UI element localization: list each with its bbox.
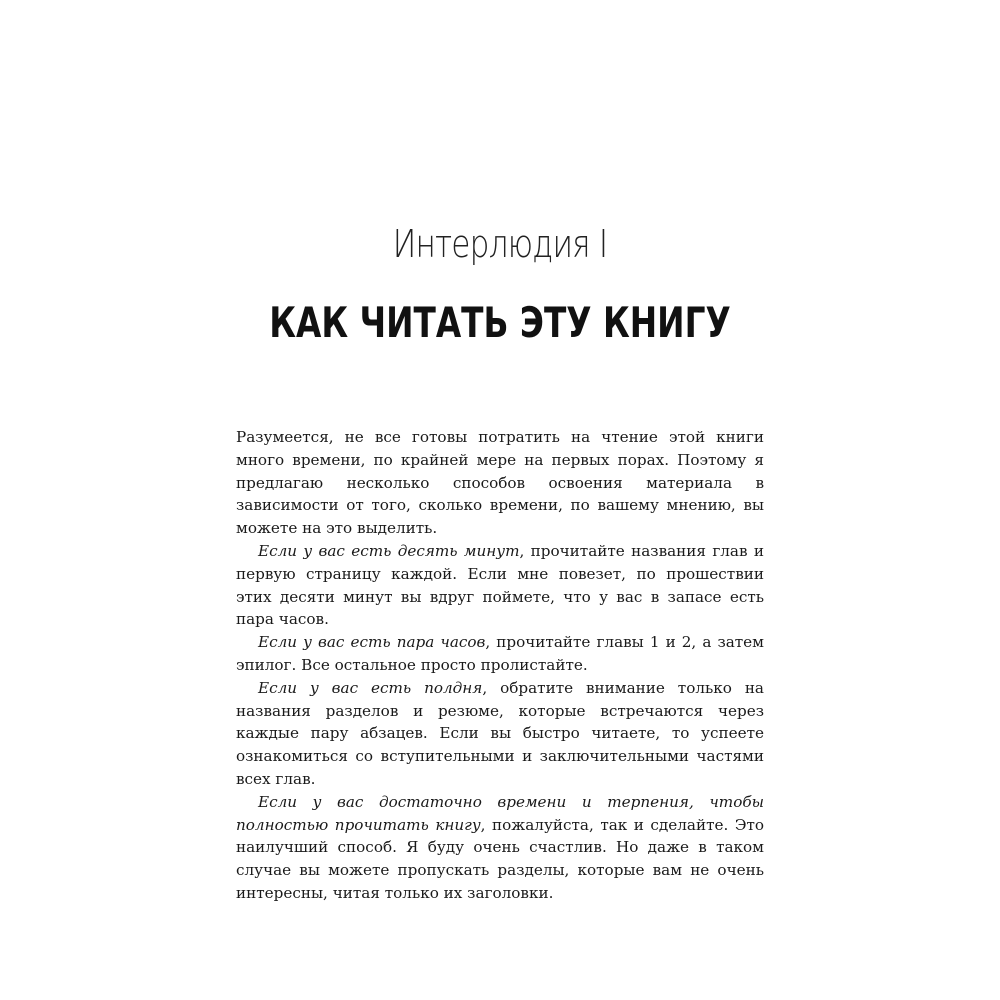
paragraph-text: , обратите внимание только на названия разделов и резюме, которые встречаются через каждые пару абзацев. Если вы быстро читаете, то успеете ознакомиться со вступительными и заключительными частями всех глав. <box>236 678 764 788</box>
interlude-heading: Интерлюдия I <box>392 222 608 266</box>
paragraph-italic: Если у вас есть полдня <box>258 678 483 697</box>
paragraph-italic: Если у вас есть десять минут <box>258 541 520 560</box>
paragraph-intro <box>236 426 764 540</box>
paragraph-italic: Если у вас есть пара часов <box>258 633 486 652</box>
chapter-title: КАК ЧИТАТЬ ЭТУ КНИГУ <box>269 298 731 347</box>
paragraph-text: Разумеется, не все готовы потратить на чтение этой книги много времени, по крайней мере на первых порах. Поэтому я предлагаю несколько способов освоения материала в зависимости от того, сколько времени, по вашему мнению, вы можете на это выделить. <box>236 428 764 538</box>
paragraph-italic: Если у вас достаточно времени и терпения, чтобы полностью прочитать книгу <box>236 792 764 834</box>
paragraph-half-day <box>236 677 764 791</box>
paragraph-text: , пожалуйста, так и сделайте. Это наилучший способ. Я буду очень счастлив. Но даже в таком случае вы можете пропускать разделы, которые вам не очень интересны, читая только их заголовки. <box>236 815 764 902</box>
paragraph-full-read <box>236 791 764 905</box>
paragraph-ten-minutes <box>236 540 764 631</box>
paragraph-two-hours <box>236 631 764 677</box>
body-text <box>236 426 764 905</box>
paragraph-text: , прочитайте названия глав и первую страницу каждой. Если мне повезет, по прошествии этих десяти минут вы вдруг поймете, что у вас в запасе есть пара часов. <box>236 541 764 629</box>
paragraph-text: , прочитайте главы 1 и 2, а затем эпилог. Все остальное просто пролистайте. <box>236 633 764 674</box>
